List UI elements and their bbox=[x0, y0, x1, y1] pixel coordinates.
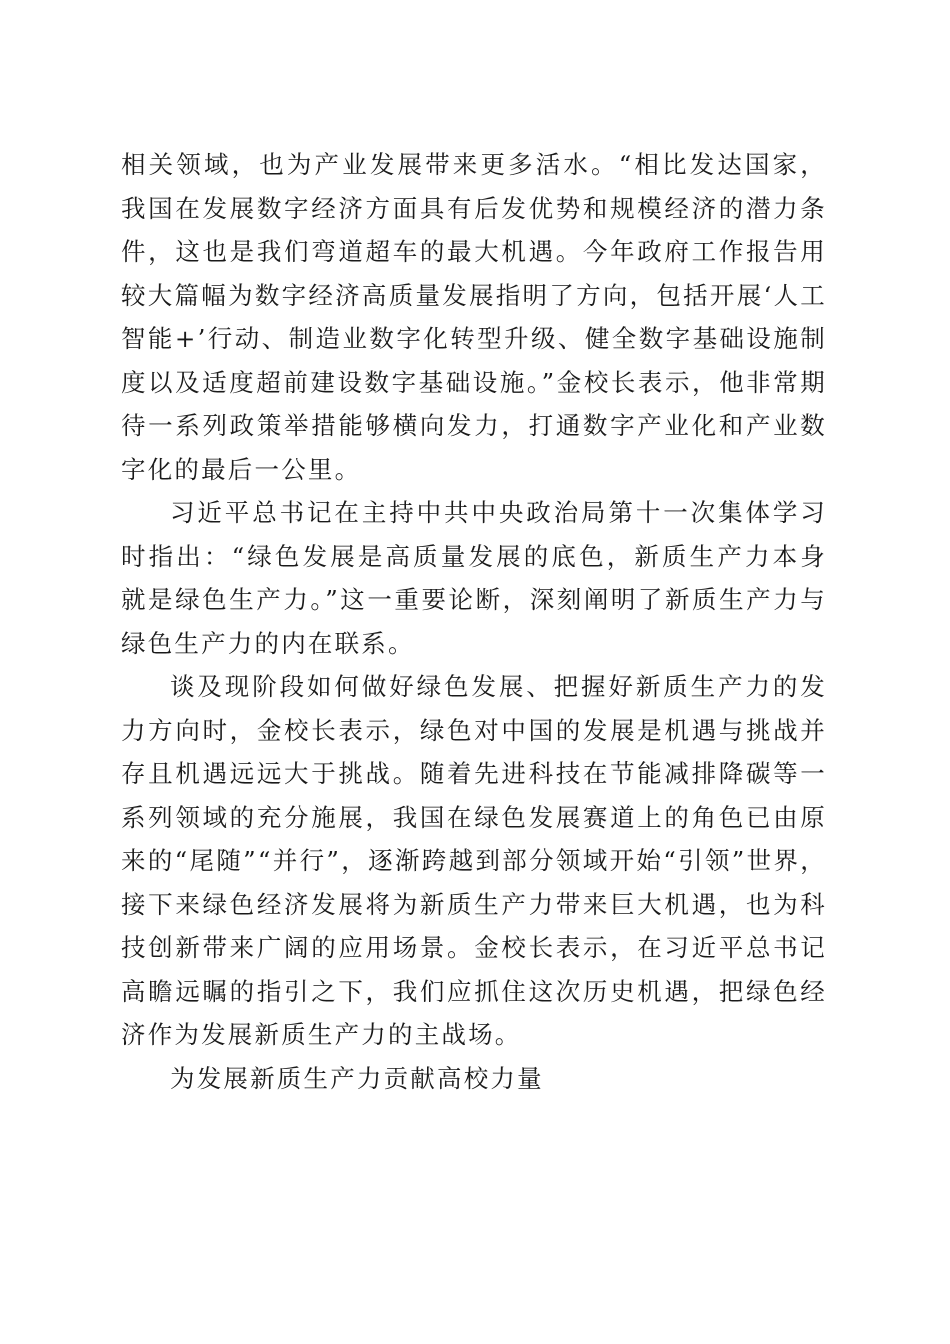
section-heading: 为发展新质生产力贡献高校力量 bbox=[170, 1063, 544, 1093]
document-body bbox=[121, 143, 827, 1100]
paragraph-continuation: 相关领域，也为产业发展带来更多活水。“相比发达国家，我国在发展数字经济方面具有后发优势和规模经济的潜力条件，这也是我们弯道超车的最大机遇。今年政府工作报告用较大篇幅为数字经济高质量发展指明了方向，包括开展‘人工智能+’行动、制造业数字化转型升级、健全数字基础设施制度以及适度超前建设数字基础设施。”金校长表示，他非常期待一系列政策举措能够横向发力，打通数字产业化和产业数字化的最后一公里。 bbox=[121, 150, 827, 484]
paragraph-green-economy-opportunity: 谈及现阶段如何做好绿色发展、把握好新质生产力的发力方向时，金校长表示，绿色对中国的发展是机遇与挑战并存且机遇远远大于挑战。随着先进科技在节能减排降碳等一系列领域的充分施展，我国在绿色发展赛道上的角色已由原来的“尾随”“并行”，逐渐跨越到部分领域开始“引领”世界，接下来绿色经济发展将为新质生产力带来巨大机遇，也为科技创新带来广阔的应用场景。金校长表示，在习近平总书记高瞻远瞩的指引之下，我们应抓住这次历史机遇，把绿色经济作为发展新质生产力的主战场。 bbox=[121, 672, 827, 1049]
paragraph-green-development-quote: 习近平总书记在主持中共中央政治局第十一次集体学习时指出：“绿色发展是高质量发展的底色，新质生产力本身就是绿色生产力。”这一重要论断，深刻阐明了新质生产力与绿色生产力的内在联系。 bbox=[121, 498, 827, 658]
